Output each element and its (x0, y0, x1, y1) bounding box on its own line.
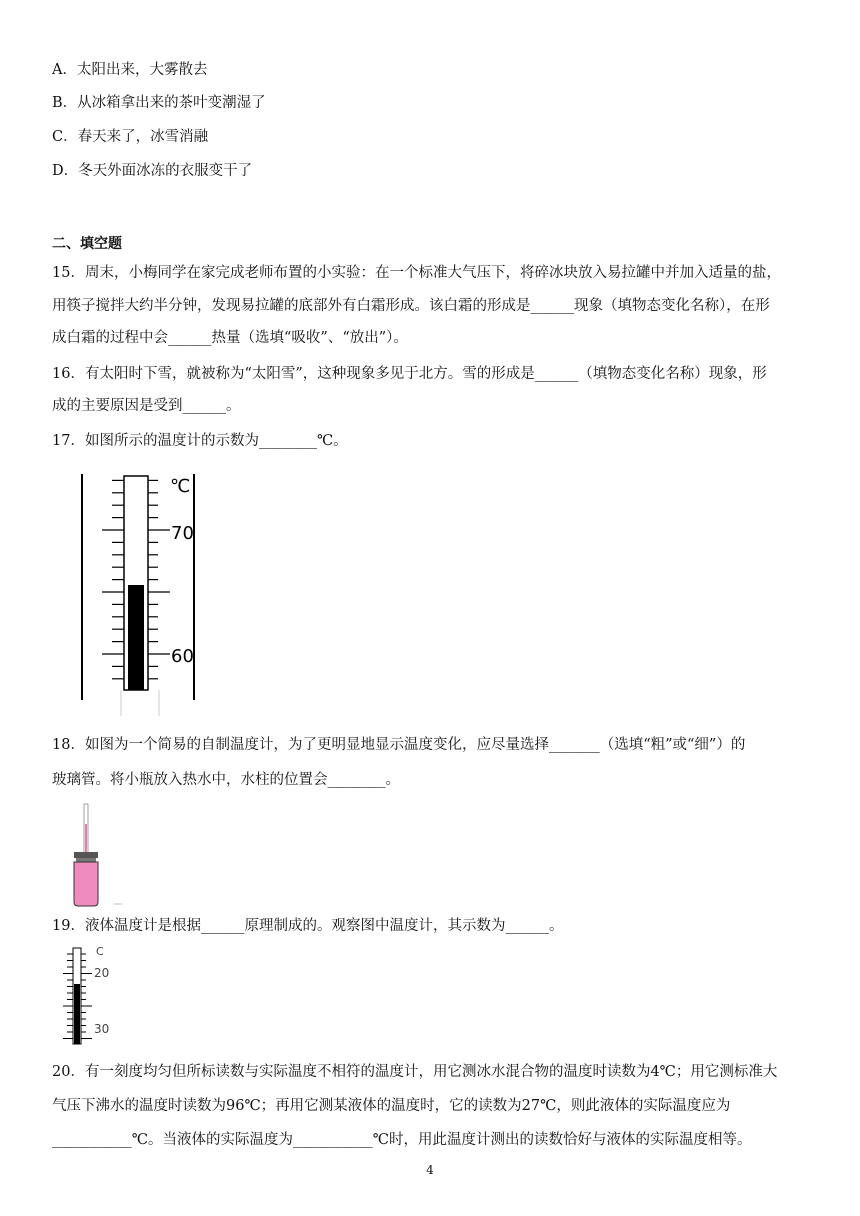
label-20: 20 (94, 966, 110, 980)
q20-line-3: ___________℃。当液体的实际温度为___________℃时，用此温度计测出的读数恰好与液体的实际温度相等。 (52, 1132, 752, 1148)
q20-line-1: 20．有一刻度均匀但所标读数与实际温度不相符的温度计，用它测冰水混合物的温度时读数为4℃；用它测标准大 (52, 1064, 778, 1080)
q15-line-3: 成白霜的过程中会______热量（选填“吸收”、“放出”）。 (52, 330, 408, 346)
option-c: C．春天来了，冰雪消融 (52, 129, 209, 145)
q16-line-2: 成的主要原因是受到______。 (52, 398, 241, 414)
unit-label: ℃ (170, 476, 191, 497)
option-a: A．太阳出来，大雾散去 (52, 62, 208, 78)
option-b: B．从冰箱拿出来的茶叶变潮湿了 (52, 95, 266, 111)
page-number: 4 (426, 1163, 434, 1177)
label-60: 60 (171, 646, 194, 667)
label-70: 70 (171, 523, 194, 544)
bottle-thermometer-figure (66, 800, 126, 908)
q18-line-2: 玻璃管。将小瓶放入热水中，水柱的位置会________。 (52, 772, 400, 788)
mercury-column-2 (74, 984, 80, 1044)
label-30: 30 (94, 1022, 110, 1036)
q19-text: 19．液体温度计是根据______原理制成的。观察图中温度计，其示数为______。 (52, 918, 564, 934)
section-title: 二、填空题 (52, 236, 122, 252)
unit-label-2: C (96, 945, 104, 958)
mercury-column (128, 585, 144, 690)
q16-line-1: 16．有太阳时下雪，就被称为“太阳雪”，这种现象多见于北方。雪的形成是______（填物态变化名称）现象，形 (52, 366, 767, 382)
q15-line-1: 15．周末，小梅同学在家完成老师布置的小实验：在一个标准大气压下，将碎冰块放入易拉罐中并加入适量的盐， (52, 265, 781, 281)
thermometer-figure-1 (78, 468, 208, 718)
q18-line-1: 18．如图为一个简易的自制温度计，为了更明显地显示温度变化，应尽量选择_______（选填“粗”或“细”）的 (52, 737, 746, 753)
q20-line-2: 气压下沸水的温度时读数为96℃；再用它测某液体的温度时，它的读数为27℃，则此液体的实际温度应为 (52, 1098, 731, 1114)
option-d: D．冬天外面冰冻的衣服变干了 (52, 163, 253, 179)
q17-text: 17．如图所示的温度计的示数为________℃。 (52, 433, 348, 449)
q15-line-2: 用筷子搅拌大约半分钟，发现易拉罐的底部外有白霜形成。该白霜的形成是______现象（填物态变化名称），在形 (52, 298, 770, 314)
thermometer-figure-2 (60, 944, 120, 1050)
